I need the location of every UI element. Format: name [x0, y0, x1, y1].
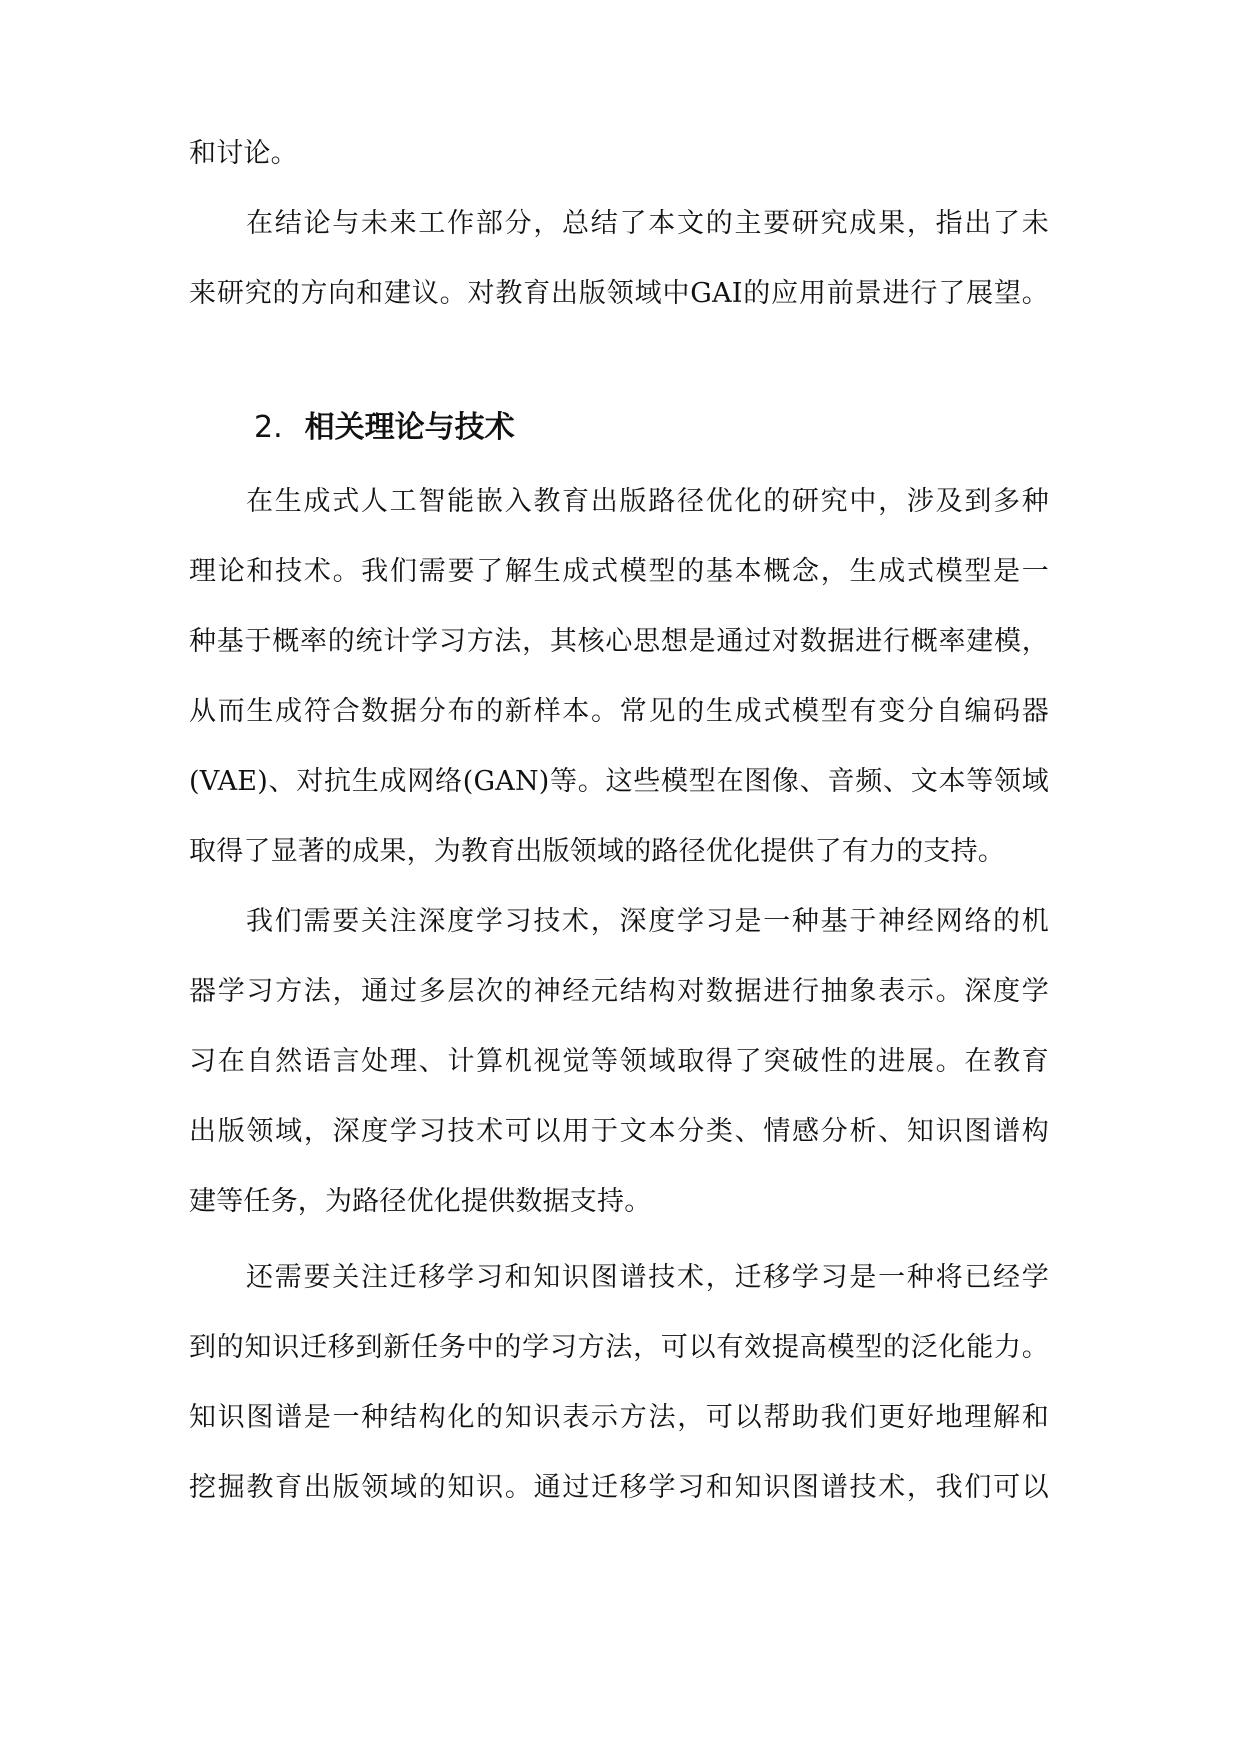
- paragraph-line: 出版领域，深度学习技术可以用于文本分类、情感分析、知识图谱构: [189, 1116, 1049, 1147]
- paragraph-line: 我们需要关注深度学习技术，深度学习是一种基于神经网络的机: [246, 906, 1049, 937]
- paragraph-line: 还需要关注迁移学习和知识图谱技术，迁移学习是一种将已经学: [246, 1262, 1049, 1293]
- paragraph-line: 建等任务，为路径优化提供数据支持。: [189, 1186, 652, 1217]
- paragraph-line: 在生成式人工智能嵌入教育出版路径优化的研究中，涉及到多种: [246, 486, 1049, 517]
- intro-line: 和讨论。: [189, 138, 298, 169]
- paragraph-line: 在结论与未来工作部分，总结了本文的主要研究成果，指出了未: [246, 208, 1049, 239]
- paragraph-line: 器学习方法，通过多层次的神经元结构对数据进行抽象表示。深度学: [189, 976, 1049, 1007]
- paragraph-line: 知识图谱是一种结构化的知识表示方法，可以帮助我们更好地理解和: [189, 1402, 1049, 1433]
- section-heading: [254, 406, 515, 450]
- section-number: 2.: [254, 410, 283, 445]
- paragraph-line: 从而生成符合数据分布的新样本。常见的生成式模型有变分自编码器: [189, 696, 1049, 727]
- paragraph-line: 来研究的方向和建议。对教育出版领域中GAI的应用前景进行了展望。: [189, 278, 1049, 309]
- paragraph-line: 取得了显著的成果，为教育出版领域的路径优化提供了有力的支持。: [189, 836, 1005, 867]
- paragraph-line: (VAE)、对抗生成网络(GAN)等。这些模型在图像、音频、文本等领域: [189, 766, 1049, 797]
- paragraph-line: 挖掘教育出版领域的知识。通过迁移学习和知识图谱技术，我们可以: [189, 1472, 1049, 1503]
- section-title: 相关理论与技术: [304, 410, 515, 445]
- paragraph-line: 理论和技术。我们需要了解生成式模型的基本概念，生成式模型是一: [189, 556, 1049, 587]
- paragraph-line: 到的知识迁移到新任务中的学习方法，可以有效提高模型的泛化能力。: [189, 1332, 1049, 1363]
- paragraph-line: 种基于概率的统计学习方法，其核心思想是通过对数据进行概率建模，: [189, 626, 1049, 657]
- paragraph-line: 习在自然语言处理、计算机视觉等领域取得了突破性的进展。在教育: [189, 1046, 1049, 1077]
